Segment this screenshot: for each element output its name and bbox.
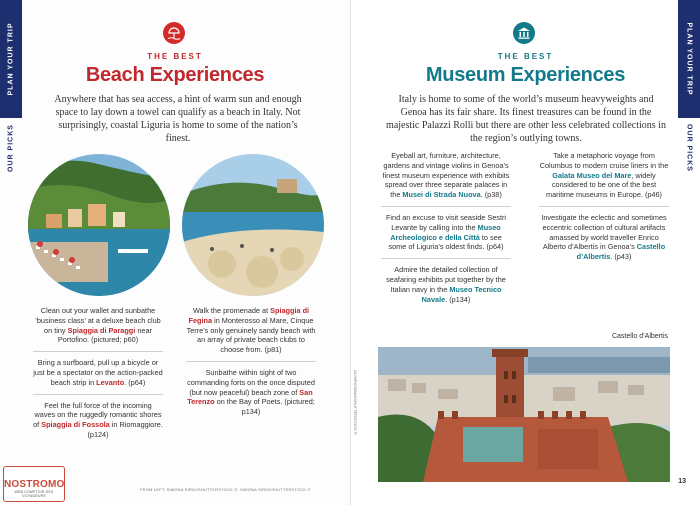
- list-item: Clean out your wallet and sunbathe ‘business class’ at a deluxe beach club on tiny Spiaggia di Paraggi near Portofino. (pictured; p60): [33, 306, 163, 352]
- museum-icon: [513, 22, 535, 44]
- picks-column-1: [33, 306, 163, 446]
- list-item: Investigate the eclectic and sometimes eccentric collection of cultural artifacts amassed by world traveller Enrico Alberto d’Albertis in Genoa’s Castello d’Albertis. (p43): [541, 212, 667, 262]
- watermark-logo: NOSTROMO WEB COMPTOIR DES VOYAGEURS: [3, 466, 65, 502]
- list-item: Bring a surfboard, pull up a bicycle or just be a spectator on the action-packed beach strip in Levanto. (p64): [33, 352, 163, 394]
- link-spiaggia-fossola[interactable]: Spiaggia di Fossola: [41, 420, 110, 430]
- picks-column-2: [539, 151, 669, 268]
- kicker-the-best: THE BEST: [497, 52, 554, 61]
- link-spiaggia-paraggi[interactable]: Spiaggia di Paraggi: [67, 325, 136, 335]
- sun-umbrella-icon: [163, 22, 185, 44]
- tab-plan-your-trip[interactable]: PLAN YOUR TRIP: [678, 0, 700, 118]
- page-title: Museum Experiences: [425, 64, 626, 86]
- link-museo-archeologico[interactable]: Museo Archeologico e della Città: [390, 222, 501, 242]
- picks-column-1: [381, 151, 511, 310]
- list-item: Admire the detailed collection of seafaring exhibits put together by the Italian navy in the Museo Tecnico Navale. (p134): [386, 265, 506, 304]
- link-museo-tecnico-navale[interactable]: Museo Tecnico Navale: [421, 284, 502, 304]
- photo-castello-albertis: [378, 347, 670, 482]
- link-levanto[interactable]: Levanto: [96, 377, 125, 387]
- photo-caption: Castello d’Albertis: [611, 333, 668, 340]
- right-page: [350, 0, 700, 505]
- link-musei-strada-nuova[interactable]: Musei di Strada Nuova: [402, 190, 481, 200]
- photo-beach-san-terenzo: [182, 154, 324, 296]
- list-item: Eyeball art, furniture, architecture, gardens and vintage violins in Genoa’s finest museum experience with exhibits spread over three separate palaces in the Musei di Strada Nuova. (p38): [381, 151, 511, 207]
- page-title: Beach Experiences: [85, 64, 265, 86]
- kicker-the-best: THE BEST: [147, 52, 203, 61]
- link-spiaggia-fegina[interactable]: Spiaggia di Fegina: [188, 306, 310, 325]
- list-item: Walk the promenade at Spiaggia di Fegina in Monterosso al Mare, Cinque Terre’s only genuinely sandy beach with an array of private beach clubs to choose from. (p81): [186, 306, 316, 362]
- list-item: Find an excuse to visit seaside Sestri Levante by calling into the Museo Archeologico e della Città to see some of Liguria’s oldest finds. (p64): [381, 207, 511, 259]
- list-item: Take a metaphoric voyage from Columbus to modern cruise liners in the Galata Museo del Mare, widely considered to be one of the best maritime museums in Europe. (p46): [539, 151, 669, 207]
- photo-beach-paraggi: [28, 154, 170, 296]
- tab-our-picks[interactable]: OUR PICKS: [7, 124, 15, 172]
- link-san-terenzo[interactable]: San Terenzo: [187, 387, 313, 407]
- intro-text: Anywhere that has sea access, a hint of warm sun and enough space to lay down a towel can qualify as a beach in Italy. Not surprisingly, coastal Liguria is home to some of the nation’s finest.: [54, 94, 302, 144]
- list-item: Sunbathe within sight of two commanding forts on the once disputed (but now peaceful) beach zone of San Terenzo on the Bay of Poets. (pictured; p134): [187, 367, 315, 417]
- photo-credit: FROM LEFT: SIMONA SIRIO/SHUTTERSTOCK ©; SIMONA SIRIO/SHUTTERSTOCK ©: [140, 487, 311, 492]
- page-number: 13: [678, 478, 686, 485]
- tab-plan-your-trip[interactable]: PLAN YOUR TRIP: [0, 0, 22, 118]
- link-castello-albertis[interactable]: Castello d’Albertis: [576, 242, 666, 262]
- photo-credit: OLIMPIOIMMA/SHUTTERSTOCK ©: [353, 370, 358, 435]
- picks-column-2: [186, 306, 316, 423]
- link-galata-museo[interactable]: Galata Museo del Mare: [552, 170, 632, 180]
- list-item: Feel the full force of the incoming waves on the ruggedly romantic shores of Spiaggia di Fossola in Riomaggiore. (p124): [33, 400, 163, 439]
- intro-text: Italy is home to some of the world’s museum heavyweights and Genoa has its fair share. Its finest treasures can be found in the majestic Palazzi Rolli but there are other less celebrated collections in the region’s outlying towns.: [386, 94, 666, 144]
- tab-our-picks[interactable]: OUR PICKS: [685, 124, 693, 172]
